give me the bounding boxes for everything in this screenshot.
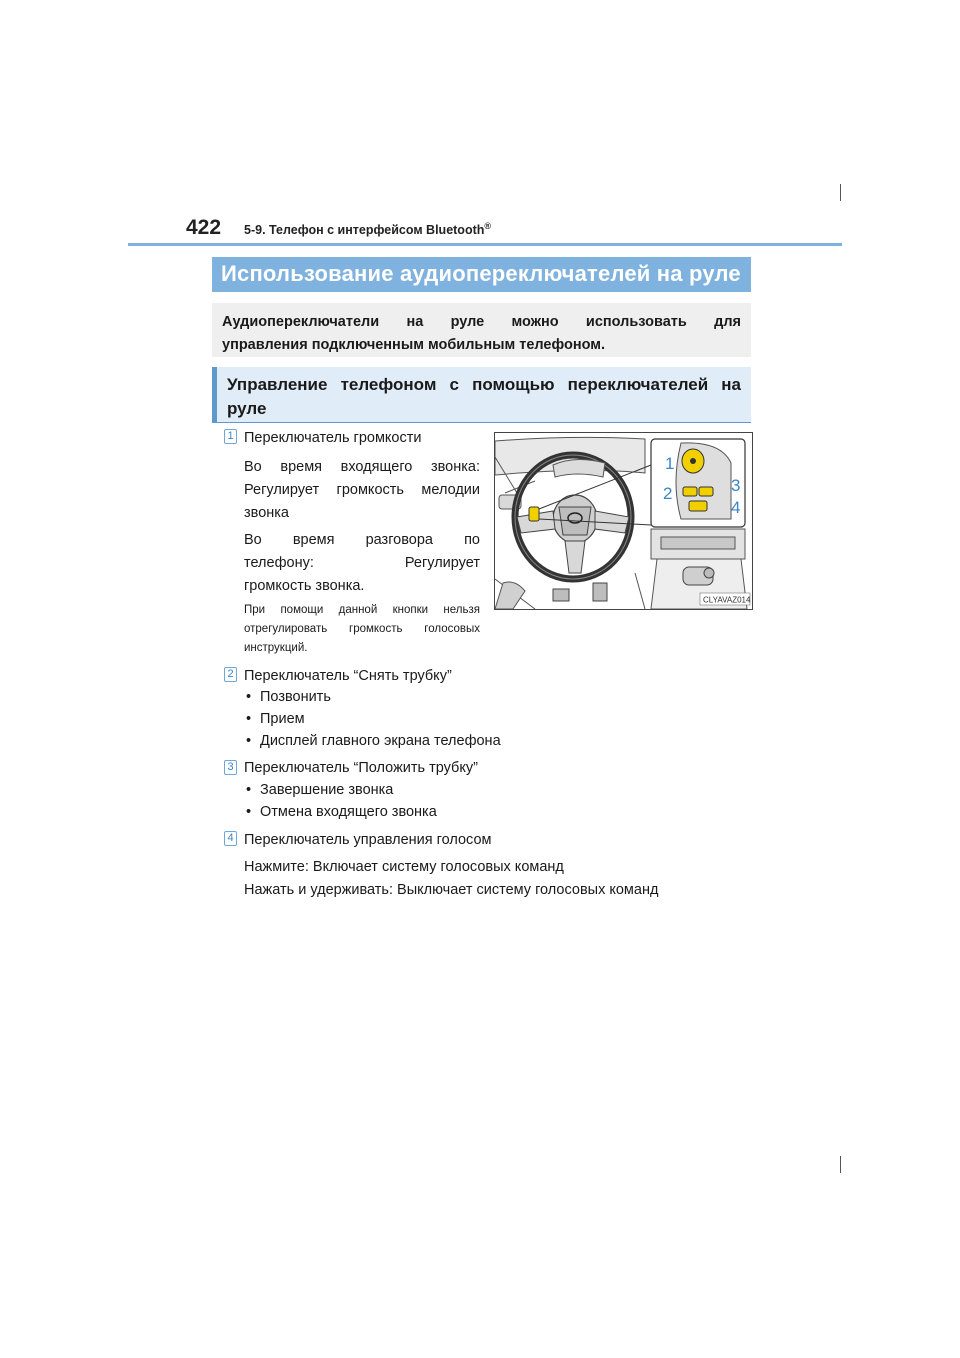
item-2-bullet-2 bbox=[246, 708, 305, 730]
bullet-dot: • bbox=[246, 689, 252, 705]
callout-3: 3 bbox=[731, 476, 741, 495]
intro-line-1: Аудиопереключатели на руле можно использовать для bbox=[222, 314, 741, 330]
item-1-note-line-3: инструкций. bbox=[244, 642, 308, 654]
crop-mark-bottom bbox=[840, 1156, 841, 1173]
item-1-note-line-1: При помощи данной кнопки нельзя bbox=[244, 604, 480, 616]
bullet-text: Отмена входящего звонка bbox=[260, 804, 437, 820]
item-2-title: Переключатель “Снять трубку” bbox=[244, 668, 452, 684]
steering-wheel-illustration bbox=[494, 432, 753, 610]
item-marker-2: 2 bbox=[224, 667, 237, 682]
item-2-bullet-3 bbox=[246, 730, 501, 752]
bullet-dot: • bbox=[246, 711, 252, 727]
bullet-text: Завершение звонка bbox=[260, 782, 394, 798]
item-marker-1: 1 bbox=[224, 429, 237, 444]
callout-1: 1 bbox=[665, 454, 675, 473]
bullet-text: Прием bbox=[260, 711, 305, 727]
item-1-title: Переключатель громкости bbox=[244, 430, 422, 446]
header-rule bbox=[128, 243, 842, 246]
illustration-code: CLYAVAZ014 bbox=[703, 595, 751, 605]
item-4-line-2: Нажать и удерживать: Выключает систему голосовых команд bbox=[244, 882, 659, 898]
item-3-bullet-1 bbox=[246, 779, 393, 801]
item-2-bullet-1 bbox=[246, 686, 331, 708]
bullet-text: Дисплей главного экрана телефона bbox=[260, 733, 501, 749]
item-1-note-line-2: отрегулировать громкость голосовых bbox=[244, 623, 480, 635]
page-title: Использование аудиопереключателей на руле bbox=[212, 257, 751, 292]
page-number: 422 bbox=[186, 216, 222, 239]
section-label bbox=[244, 221, 491, 237]
bullet-dot: • bbox=[246, 733, 252, 749]
intro-box bbox=[212, 303, 751, 357]
item-4-line-1: Нажмите: Включает систему голосовых команд bbox=[244, 859, 564, 875]
item-1-para-2-line-2: телефону: Регулирует bbox=[244, 555, 480, 571]
sub-heading-rule bbox=[212, 422, 751, 423]
dashboard-drawing bbox=[495, 433, 752, 609]
callout-4: 4 bbox=[731, 498, 741, 517]
registered-mark: ® bbox=[484, 221, 492, 231]
sub-heading-line-1: Управление телефоном с помощью переключателей на bbox=[227, 375, 741, 394]
item-marker-3: 3 bbox=[224, 760, 237, 775]
bullet-dot: • bbox=[246, 804, 252, 820]
sub-heading-line-2: руле bbox=[227, 399, 267, 418]
item-1-para-2-line-3: громкость звонка. bbox=[244, 578, 365, 594]
callout-2: 2 bbox=[663, 484, 673, 503]
item-1-para-1-line-2: Регулирует громкость мелодии bbox=[244, 482, 480, 498]
item-1-para-2-line-1: Во время разговора по bbox=[244, 532, 480, 548]
sub-heading bbox=[212, 367, 751, 422]
item-3-bullet-2 bbox=[246, 801, 437, 823]
bullet-dot: • bbox=[246, 782, 252, 798]
bullet-text: Позвонить bbox=[260, 689, 331, 705]
item-1-para-1-line-3: звонка bbox=[244, 505, 289, 521]
item-1-para-1-line-1: Во время входящего звонка: bbox=[244, 459, 480, 475]
section-title: 5-9. Телефон с интерфейсом Bluetooth bbox=[244, 223, 485, 238]
item-marker-4: 4 bbox=[224, 831, 237, 846]
crop-mark-top bbox=[840, 184, 841, 201]
intro-line-2: управления подключенным мобильным телефоном. bbox=[222, 337, 606, 353]
item-4-title: Переключатель управления голосом bbox=[244, 832, 492, 848]
item-3-title: Переключатель “Положить трубку” bbox=[244, 760, 478, 776]
